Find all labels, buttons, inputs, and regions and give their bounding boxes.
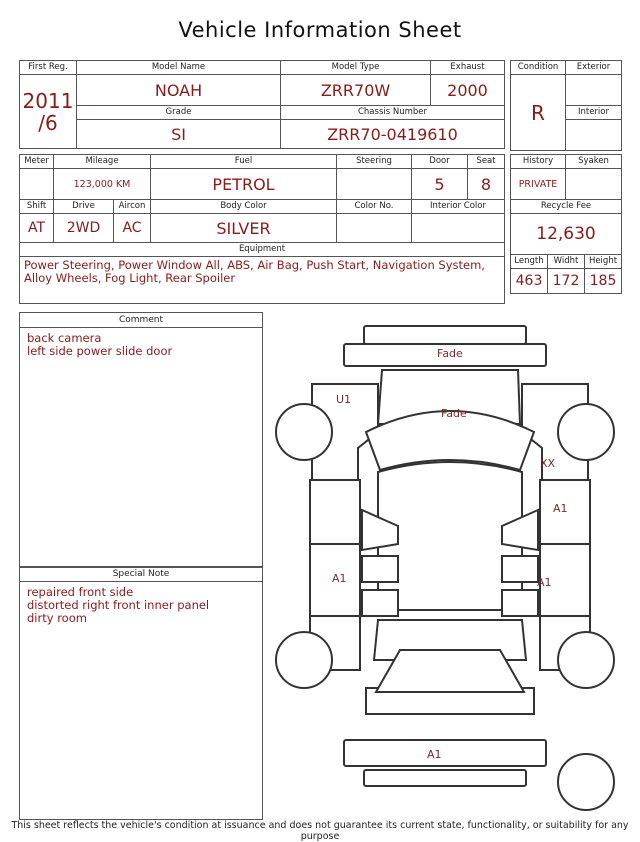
left-front-door [310,480,360,544]
special-note-line: distorted right front inner panel [27,598,210,612]
damage-hood: Fade [437,347,463,360]
damage-front-right-fender: XX [540,457,556,470]
model-name-label: Model Name [77,61,281,75]
fuel-label: Fuel [151,155,337,169]
chassis-label: Chassis Number [281,106,505,120]
fuel-value: PETROL [151,169,337,200]
steering-label: Steering [337,155,412,169]
syaken-value [566,169,622,200]
comment-label: Comment [20,313,262,328]
condition-label: Condition [511,61,566,75]
first-reg-label: First Reg. [20,61,77,75]
seat-label: Seat [468,155,505,169]
model-type-label: Model Type [281,61,431,75]
special-note-label: Special Note [20,567,262,582]
roof [378,462,522,610]
special-note-line: repaired front side [27,585,134,599]
interior-color-value [412,214,505,243]
length-value: 463 [511,269,548,294]
history-value: PRIVATE [511,169,566,200]
mileage-label: Mileage [54,155,151,169]
special-note-text [20,582,262,629]
seat-value: 8 [468,169,505,200]
equipment-value: Power Steering, Power Window All, ABS, Air Bag, Push Start, Navigation System, Alloy Wheels, Fog Light, Rear Spoiler [20,257,505,304]
interior-color-label: Interior Color [412,200,505,214]
rear-panel [376,650,524,692]
color-no-label: Color No. [337,200,412,214]
color-no-value [337,214,412,243]
condition-table [510,60,622,151]
disclaimer-footer: This sheet reflects the vehicle's condition at issuance and does not guarantee its current state, functionality, or suitability for any purpose [11,820,629,842]
condition-grade: R [511,75,566,151]
damage-front-left-fender: U1 [336,393,352,406]
equipment-label: Equipment [20,243,505,257]
length-label: Length [511,255,548,269]
height-label: Height [585,255,622,269]
first-reg-month: /6 [38,110,58,135]
comment-text [20,328,262,362]
recycle-fee-value: 12,630 [511,214,622,255]
comment-line: left side power slide door [27,344,173,358]
damage-roof: Fade [441,407,467,420]
drive-value: 2WD [54,214,114,243]
meter-label: Meter [20,155,54,169]
shift-label: Shift [20,200,54,214]
history-label: History [511,155,566,169]
door-label: Door [412,155,468,169]
rear-bumper-lower [364,770,526,786]
interior-label: Interior [566,106,622,120]
front-right-wheel [558,404,614,460]
comment-box [19,312,263,568]
width-value: 172 [548,269,585,294]
front-left-wheel [276,404,332,460]
chassis-value: ZRR70-0419610 [281,120,505,149]
meter-value [20,169,54,200]
special-note-line: dirty room [27,611,87,625]
exhaust-value: 2000 [431,75,505,106]
main-info-table [19,60,505,149]
exterior-value [566,75,622,106]
model-name-value: NOAH [77,75,281,106]
syaken-label: Syaken [566,155,622,169]
damage-left-rear-door: A1 [332,572,347,585]
right-mid-window [502,556,538,582]
damage-right-front-door: A1 [553,502,568,515]
grade-label: Grade [77,106,281,120]
rear-left-wheel [276,632,332,688]
aircon-value: AC [114,214,151,243]
special-note-box [19,566,263,820]
interior-value [566,120,622,151]
front-bumper [364,326,526,344]
car-damage-diagram [270,320,630,820]
body-color-label: Body Color [151,200,337,214]
body-color-value: SILVER [151,214,337,243]
exhaust-label: Exhaust [431,61,505,75]
shift-value: AT [20,214,54,243]
comment-line: back camera [27,331,102,345]
grade-value: SI [77,120,281,149]
right-rear-window [502,590,538,616]
width-label: Widht [548,255,585,269]
damage-rear-bumper: A1 [427,748,442,761]
height-value: 185 [585,269,622,294]
exterior-label: Exterior [566,61,622,75]
specs-table [19,154,505,304]
steering-value [337,169,412,200]
damage-right-rear-door: A1 [537,576,552,589]
drive-label: Drive [54,200,114,214]
left-mid-window [362,556,398,582]
first-reg-year: 2011 [22,88,74,113]
left-rear-window [362,590,398,616]
page-title: Vehicle Information Sheet [178,18,462,42]
rear-bumper [344,740,546,766]
mileage-value: 123,000 KM [54,169,151,200]
model-type-value: ZRR70W [281,75,431,106]
aircon-label: Aircon [114,200,151,214]
recycle-fee-label: Recycle Fee [511,200,622,214]
first-reg-value [20,75,77,149]
rear-right-wheel [558,632,614,688]
history-table [510,154,622,294]
door-value: 5 [412,169,468,200]
spare-wheel [558,754,614,810]
